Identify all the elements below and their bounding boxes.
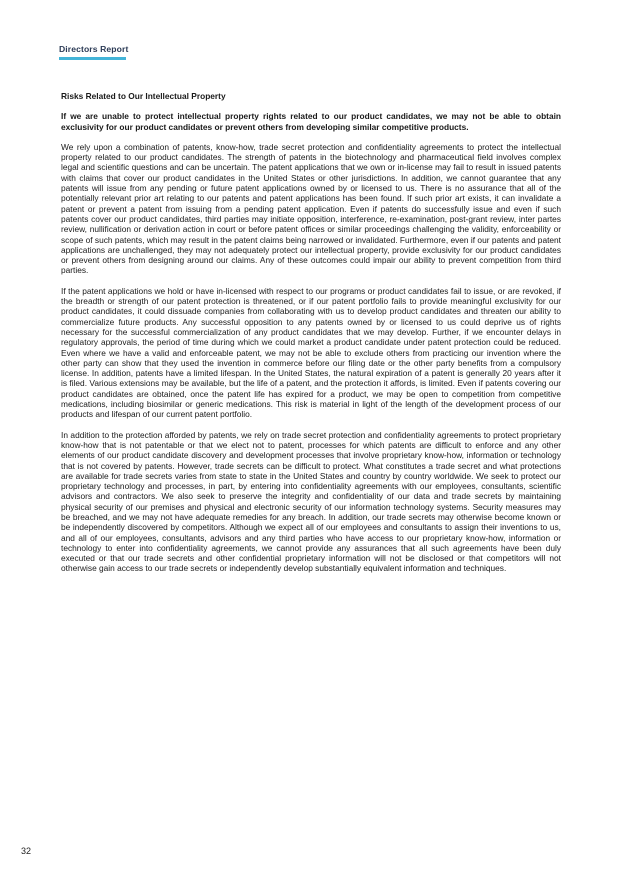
section-title: Risks Related to Our Intellectual Property [61, 91, 226, 101]
body-paragraph-2: If the patent applications we hold or have in-licensed with respect to our programs or product candidates fail to issue, or are revoked, if the breadth or strength of our patent protection is threatened, or if our patent portfolio fails to provide meaningful exclusivity for our product candidates, it could dissuade companies from collaborating with us to develop product candidates and threaten our ability to commercialize future products. Any successful opposition to any patents owned by or licensed to us could deprive us of rights necessary for the successful commercialization of any product candidates that we may develop. Further, if we encounter delays in regulatory approvals, the period of time during which we could market a product candidate under patent protection could be reduced. Even where we have a valid and enforceable patent, we may not be able to exclude others from practicing our invention where the other party can show that they used the invention in commerce before our filing date or the other party benefits from a compulsory license. In addition, patents have a limited lifespan. In the United States, the natural expiration of a patent is generally 20 years after it is filed. Various extensions may be available, but the life of a patent, and the protection it affords, is limited. Even if patents covering our product candidates are obtained, once the patent life has expired for a product, we may be open to competition from competitive medications, including biosimilar or generic medications. This risk is material in light of the length of the development process of our products and lifespan of our current patent portfolio. [61, 285, 561, 420]
page-number: 32 [21, 846, 32, 856]
risk-subheading: If we are unable to protect intellectual property rights related to our product candidates, we may not be able to obtain exclusivity for our product candidates or prevent others from developing similar competitive products. [61, 111, 561, 132]
body-paragraph-3: In addition to the protection afforded by patents, we rely on trade secret protection and confidentiality agreements to protect proprietary know-how that is not patentable or that we elect not to patent, processes for which patents are difficult to enforce and any other elements of our product candidate discovery and development processes that involve proprietary know-how, information or technology that is not covered by patents. However, trade secrets can be difficult to protect. What constitutes a trade secret and what protections are available for trade secrets varies from state to state in the United States and country by country worldwide. We seek to protect our proprietary technology and processes, in part, by entering into confidentiality agreements with our employees, consultants, scientific advisors and contractors. We also seek to preserve the integrity and confidentiality of our data and trade secrets by maintaining physical security of our premises and physical and electronic security of our information technology systems. Security measures may be breached, and we may not have adequate remedies for any breach. In addition, our trade secrets may otherwise become known or be independently discovered by competitors. Although we expect all of our employees and consultants to assign their inventions to us, and all of our employees, consultants, advisors and any third parties who have access to our proprietary know-how, information or technology to enter into confidentiality agreements, we cannot provide any assurances that all such agreements have been duly executed or that our trade secrets and other confidential proprietary information will not be disclosed or that competitors will not otherwise gain access to our trade secrets or independently develop substantially equivalent information and techniques. [61, 429, 561, 574]
header-accent-rule [59, 57, 126, 60]
body-paragraph-1: We rely upon a combination of patents, know-how, trade secret protection and confidentiality agreements to protect the intellectual property related to our product candidates. The strength of patents in the biotechnology and pharmaceutical field involves complex legal and scientific questions and can be uncertain. The patent applications that we own or in-license may fail to result in issued patents with claims that cover our product candidates in the United States or other jurisdictions. In addition, we cannot guarantee that any patents will issue from any pending or future patent applications owned by or licensed to us. There is no assurance that all of the potentially relevant prior art relating to our patents and patent applications has been found. If such prior art exists, it can invalidate a patent or prevent a patent from issuing from a pending patent application. Even if patents do successfully issue and even if such patents cover our product candidates, third parties may initiate opposition, interference, re-examination, post-grant review, inter partes review, nullification or derivation action in court or before patent offices or similar proceedings challenging the validity, enforceability or scope of such patents, which may result in the patent claims being narrowed or invalidated. Furthermore, even if our patents and patent applications are unchallenged, they may not adequately protect our intellectual property, provide exclusivity for our product candidates or prevent others from designing around our claims. Any of these outcomes could impair our ability to prevent competition from third parties. [61, 141, 561, 276]
document-body [61, 91, 561, 584]
section-header-label: Directors Report [59, 44, 129, 54]
